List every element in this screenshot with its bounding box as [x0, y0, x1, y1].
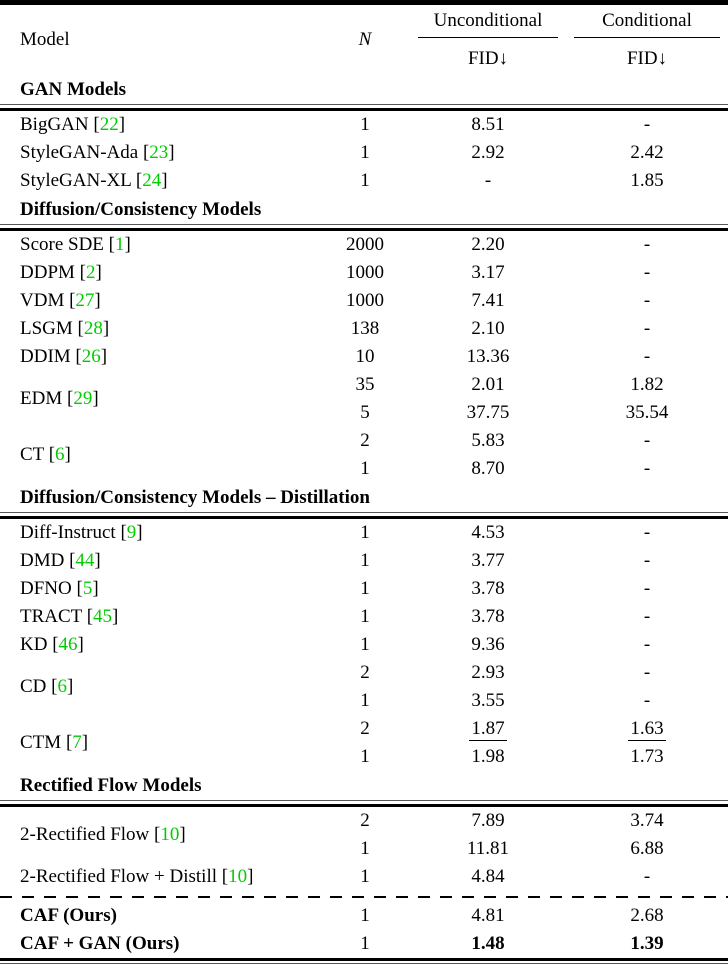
cond-fid-value: -	[643, 634, 651, 655]
n-value: 1000	[346, 290, 384, 311]
model-cell	[0, 444, 320, 466]
table-header	[0, 5, 728, 75]
n-value: 1	[360, 142, 370, 163]
n-value: 1	[360, 606, 370, 627]
cite-ref: 45	[93, 606, 113, 627]
cite-ref: 28	[83, 318, 103, 339]
cond-fid-value: -	[643, 458, 651, 479]
row-lsgm	[0, 315, 728, 343]
model-cell: CAF (Ours)	[20, 905, 117, 926]
cond-fid-value: -	[643, 318, 651, 339]
uncond-fid-value: 3.17	[471, 262, 505, 283]
cond-fid-value: -	[643, 522, 651, 543]
cite-open-bracket: [	[46, 676, 58, 697]
cite-open-bracket: [	[131, 170, 143, 191]
cond-fid-value: -	[643, 346, 651, 367]
cite-open-bracket: [	[103, 234, 115, 255]
n-value: 5	[360, 402, 370, 423]
cond-fid-value-best: 1.39	[630, 933, 664, 954]
cite-close-bracket: ]	[92, 578, 99, 599]
cite-close-bracket: ]	[112, 606, 119, 627]
cite-open-bracket: [	[72, 318, 84, 339]
row-cd	[0, 659, 728, 715]
model-name: DMD	[20, 550, 65, 571]
cite-open-bracket: [	[64, 550, 76, 571]
row-diff-instruct	[0, 519, 728, 547]
model-name: Diff-Instruct	[20, 522, 116, 543]
cite-ref: 26	[81, 346, 101, 367]
cond-fid-value: 2.42	[630, 142, 664, 163]
uncond-fid-value: 37.75	[466, 402, 510, 423]
row-ddpm	[0, 259, 728, 287]
row-caf-gan-ours	[0, 930, 728, 958]
n-value: 1	[360, 690, 370, 711]
header-n-column: N	[358, 29, 372, 50]
cite-close-bracket: ]	[118, 114, 126, 135]
row-edm	[0, 371, 728, 427]
row-score-sde	[0, 231, 728, 259]
uncond-fid-value: 2.10	[471, 318, 505, 339]
cond-fid-value: 6.88	[630, 838, 664, 859]
n-value: 1	[360, 905, 370, 926]
model-cell	[0, 550, 320, 572]
cite-ref: 6	[57, 676, 67, 697]
model-name: 2-Rectified Flow	[20, 824, 150, 845]
cite-ref: 27	[75, 290, 95, 311]
cond-fid-value: -	[643, 290, 651, 311]
model-name: CTM	[20, 732, 62, 753]
row-biggan	[0, 111, 728, 139]
section-rule	[0, 800, 728, 807]
n-value: 1	[360, 170, 370, 191]
header-conditional-label: Conditional	[574, 5, 720, 38]
model-cell	[0, 290, 320, 312]
model-cell	[0, 732, 320, 754]
cite-open-bracket: [	[70, 346, 82, 367]
row-stylegan-ada	[0, 139, 728, 167]
uncond-fid-value: 8.51	[471, 114, 505, 135]
model-name: DDPM	[20, 262, 75, 283]
n-value: 1	[360, 866, 370, 887]
uncond-fid-value: 3.78	[471, 578, 505, 599]
model-name: CT	[20, 444, 44, 465]
cite-ref: 44	[75, 550, 95, 571]
cond-fid-value: -	[643, 690, 651, 711]
section-rule	[0, 224, 728, 231]
cite-open-bracket: [	[62, 388, 74, 409]
cite-close-bracket: ]	[124, 234, 131, 255]
n-value: 1	[360, 746, 370, 767]
uncond-fid-value: 7.41	[471, 290, 505, 311]
cite-open-bracket: [	[149, 824, 161, 845]
model-cell	[0, 676, 320, 698]
dashed-separator	[0, 896, 728, 898]
cond-fid-value: -	[643, 606, 651, 627]
cond-fid-value: -	[643, 578, 651, 599]
section-rule	[0, 512, 728, 519]
header-unconditional-group	[410, 5, 566, 75]
uncond-fid-value: 2.93	[471, 662, 505, 683]
model-name: 2-Rectified Flow + Distill	[20, 866, 218, 887]
model-cell	[0, 606, 320, 628]
cite-close-bracket: ]	[81, 732, 89, 753]
cond-fid-value: -	[643, 234, 651, 255]
cite-ref: 5	[82, 578, 93, 599]
model-name: BigGAN	[20, 114, 89, 135]
cond-fid-value: 35.54	[625, 402, 669, 423]
uncond-fid-value: 4.53	[471, 522, 505, 543]
cond-fid-value: -	[643, 262, 651, 283]
uncond-fid-value: 4.81	[471, 905, 505, 926]
cite-close-bracket: ]	[102, 318, 110, 339]
model-name: LSGM	[20, 318, 73, 339]
cond-fid-value: -	[643, 114, 651, 135]
cite-open-bracket: [	[61, 732, 73, 753]
row-dfno	[0, 575, 728, 603]
cite-close-bracket: ]	[66, 676, 74, 697]
model-name: VDM	[20, 290, 65, 311]
model-name: StyleGAN-Ada	[20, 142, 139, 163]
n-value: 35	[355, 374, 375, 395]
cite-open-bracket: [	[74, 262, 86, 283]
cite-open-bracket: [	[115, 522, 127, 543]
table-bottom-rule	[0, 958, 728, 964]
n-value: 2	[360, 718, 370, 739]
header-fid-unconditional: FID↓	[467, 48, 509, 69]
cite-ref: 22	[99, 114, 119, 135]
row-ctm	[0, 715, 728, 771]
section-rule	[0, 104, 728, 111]
cite-ref: 23	[149, 142, 169, 163]
cond-fid-value: -	[643, 866, 651, 887]
n-value: 1	[360, 634, 370, 655]
cite-close-bracket: ]	[100, 346, 108, 367]
n-value: 1	[360, 933, 370, 954]
header-model: Model	[20, 29, 70, 50]
cond-fid-value: 3.74	[630, 810, 664, 831]
uncond-fid-value: 2.01	[471, 374, 505, 395]
n-value: 2	[360, 662, 370, 683]
cite-ref: 9	[126, 522, 137, 543]
model-cell	[0, 634, 320, 656]
cite-open-bracket: [	[64, 290, 76, 311]
row-kd	[0, 631, 728, 659]
header-conditional-group	[566, 5, 728, 75]
n-value: 1	[360, 550, 370, 571]
uncond-fid-value: 1.98	[471, 746, 505, 767]
model-cell	[0, 824, 320, 846]
model-name: StyleGAN-XL	[20, 170, 132, 191]
model-cell	[0, 170, 320, 192]
model-cell	[0, 388, 320, 410]
uncond-fid-value: -	[484, 170, 492, 191]
uncond-fid-value: 4.84	[471, 866, 505, 887]
uncond-fid-value: 3.77	[471, 550, 505, 571]
cite-open-bracket: [	[43, 444, 56, 465]
model-name: KD	[20, 634, 48, 655]
n-value: 2	[360, 430, 370, 451]
cond-fid-value: 1.73	[630, 746, 664, 767]
model-name: TRACT	[20, 606, 82, 627]
uncond-fid-value: 9.36	[471, 634, 505, 655]
uncond-fid-value: 2.20	[471, 234, 505, 255]
model-cell	[0, 262, 320, 284]
cite-close-bracket: ]	[136, 522, 143, 543]
n-value: 1	[360, 838, 370, 859]
model-cell	[0, 142, 320, 164]
cite-ref: 24	[142, 170, 162, 191]
cond-fid-value: -	[643, 662, 651, 683]
cite-ref: 46	[58, 634, 78, 655]
model-name: DDIM	[20, 346, 71, 367]
cite-close-bracket: ]	[179, 824, 186, 845]
cite-open-bracket: [	[217, 866, 229, 887]
cite-open-bracket: [	[138, 142, 150, 163]
uncond-fid-value-best: 1.48	[471, 933, 505, 954]
cite-ref: 1	[114, 234, 125, 255]
model-name: Score SDE	[20, 234, 104, 255]
uncond-fid-value: 5.83	[471, 430, 505, 451]
cite-ref: 2	[85, 262, 96, 283]
n-value: 1	[360, 522, 370, 543]
section-title-diffusion-consistency: Diffusion/Consistency Models	[20, 199, 262, 220]
n-value: 1	[360, 578, 370, 599]
cite-open-bracket: [	[81, 606, 94, 627]
cond-fid-value: -	[643, 430, 651, 451]
cond-fid-value: 2.68	[630, 905, 664, 926]
n-value: 1	[360, 114, 370, 135]
model-name: EDM	[20, 388, 63, 409]
uncond-fid-value: 11.81	[466, 838, 510, 859]
n-value: 138	[350, 318, 380, 339]
cite-close-bracket: ]	[94, 290, 101, 311]
row-tract	[0, 603, 728, 631]
model-cell	[0, 234, 320, 256]
cite-close-bracket: ]	[92, 388, 99, 409]
uncond-fid-value: 13.36	[466, 346, 510, 367]
row-vdm	[0, 287, 728, 315]
cite-close-bracket: ]	[94, 550, 101, 571]
cite-ref: 7	[72, 732, 82, 753]
cite-ref: 29	[73, 388, 93, 409]
section-title-rectified-flow: Rectified Flow Models	[20, 775, 202, 796]
row-caf-ours	[0, 902, 728, 930]
uncond-fid-value: 2.92	[471, 142, 505, 163]
uncond-fid-value: 8.70	[471, 458, 505, 479]
section-title-distillation: Diffusion/Consistency Models – Distillation	[20, 487, 370, 508]
header-fid-conditional: FID↓	[626, 48, 668, 69]
n-value: 10	[355, 346, 375, 367]
cite-ref: 6	[55, 444, 65, 465]
cond-fid-value: 1.82	[630, 374, 664, 395]
uncond-fid-value: 7.89	[471, 810, 505, 831]
n-value: 1000	[346, 262, 384, 283]
header-unconditional-label: Unconditional	[418, 5, 558, 38]
model-cell	[0, 318, 320, 340]
model-cell	[0, 346, 320, 368]
model-cell	[0, 578, 320, 600]
row-ct	[0, 427, 728, 483]
cond-fid-value: 1.85	[630, 170, 664, 191]
row-2-rectified-flow-distill	[0, 863, 728, 891]
model-cell	[0, 522, 320, 544]
n-value: 2000	[346, 234, 384, 255]
row-dmd	[0, 547, 728, 575]
row-stylegan-xl	[0, 167, 728, 195]
n-value: 1	[360, 458, 370, 479]
cite-close-bracket: ]	[95, 262, 102, 283]
cite-open-bracket: [	[71, 578, 83, 599]
cond-fid-value-second-best: 1.63	[630, 717, 664, 739]
cite-ref: 10	[160, 824, 180, 845]
uncond-fid-value: 3.55	[471, 690, 505, 711]
cite-close-bracket: ]	[77, 634, 84, 655]
cite-ref: 10	[228, 866, 248, 887]
row-2-rectified-flow	[0, 807, 728, 863]
cite-close-bracket: ]	[168, 142, 175, 163]
model-name: DFNO	[20, 578, 72, 599]
uncond-fid-value-second-best: 1.87	[471, 717, 505, 739]
cite-open-bracket: [	[88, 114, 100, 135]
cond-fid-value: -	[643, 550, 651, 571]
model-cell	[0, 866, 320, 888]
cite-close-bracket: ]	[161, 170, 168, 191]
cite-close-bracket: ]	[64, 444, 71, 465]
cite-open-bracket: [	[47, 634, 59, 655]
model-cell	[0, 114, 320, 136]
cite-close-bracket: ]	[247, 866, 254, 887]
uncond-fid-value: 3.78	[471, 606, 505, 627]
model-name: CD	[20, 676, 47, 697]
row-ddim	[0, 343, 728, 371]
section-title-gan-models: GAN Models	[20, 79, 127, 100]
model-cell: CAF + GAN (Ours)	[20, 933, 180, 954]
n-value: 2	[360, 810, 370, 831]
